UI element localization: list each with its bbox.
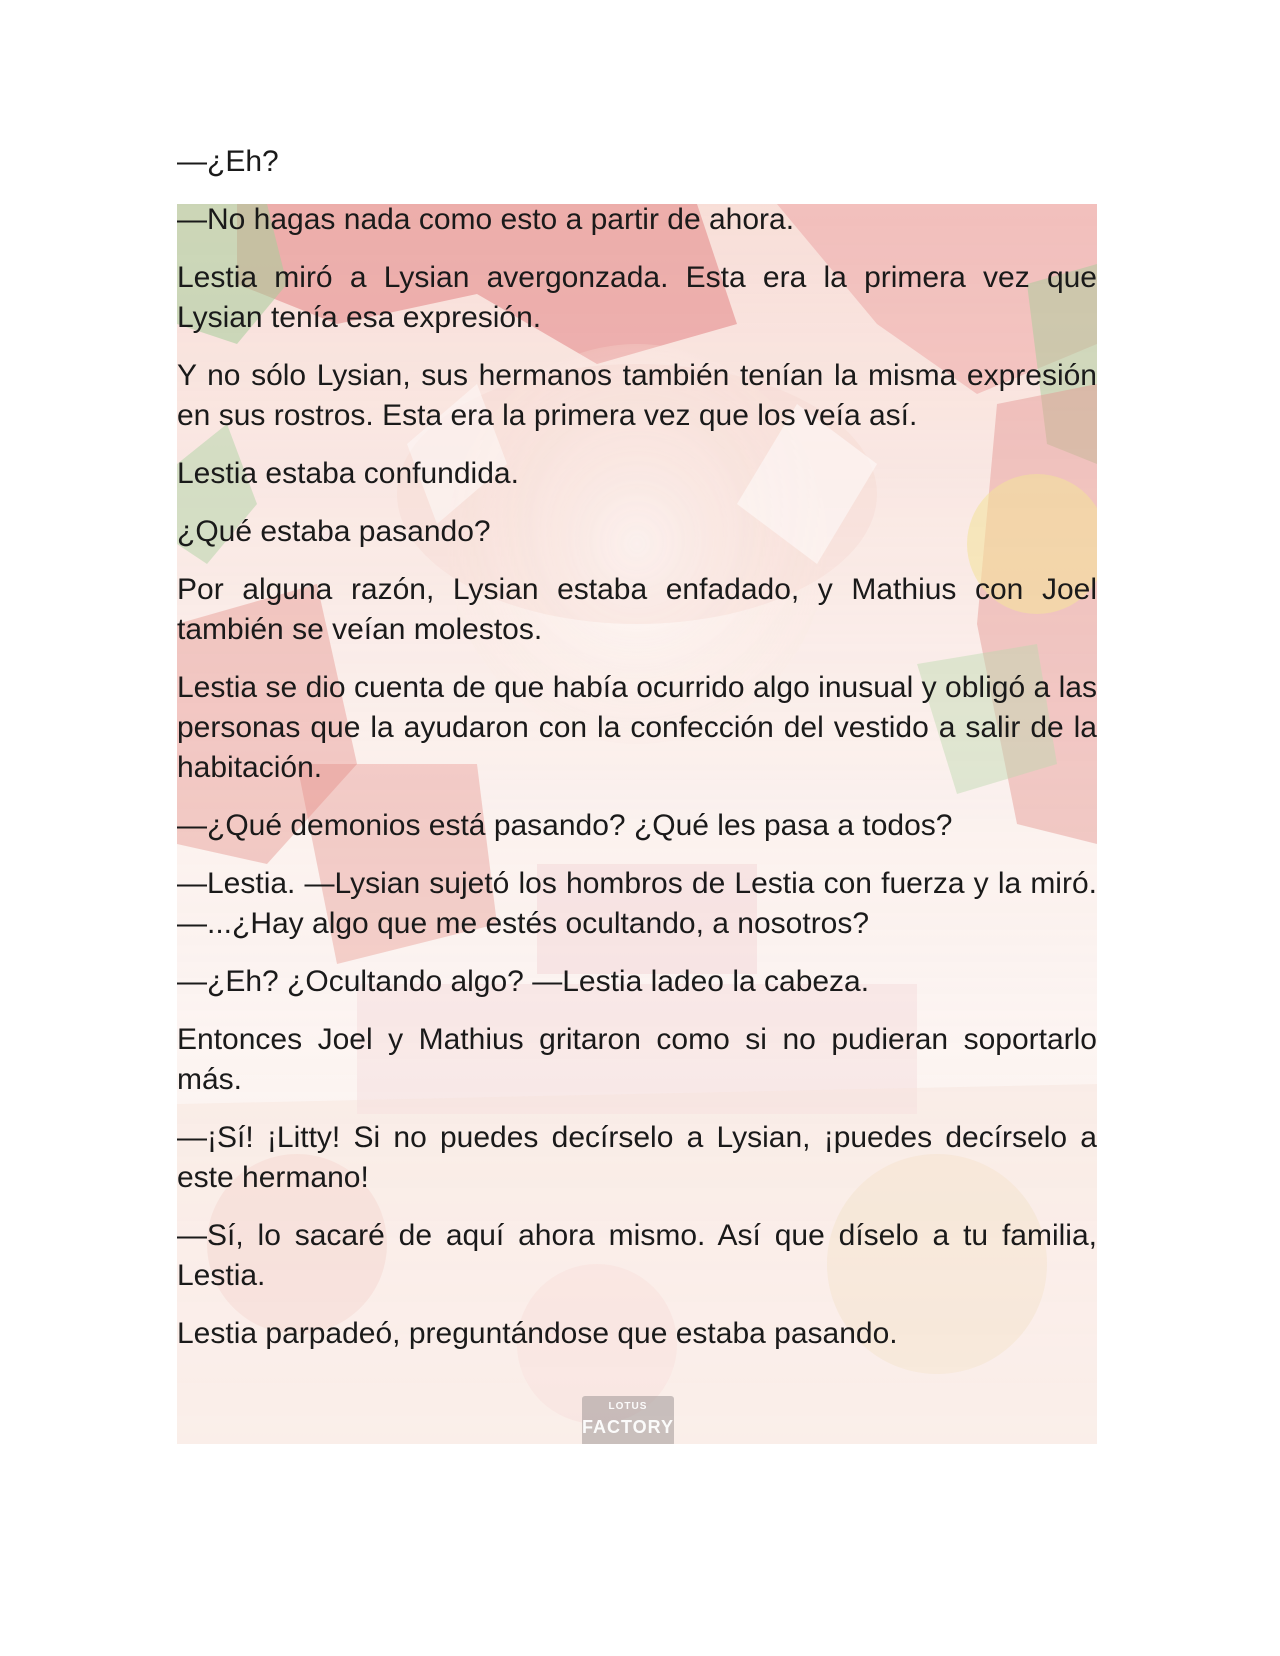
paragraph: —¡Sí! ¡Litty! Si no puedes decírselo a Lysian, ¡puedes decírselo a este hermano! <box>177 1121 1097 1194</box>
paragraph: Entonces Joel y Mathius gritaron como si no pudieran soportarlo más. <box>177 1023 1097 1096</box>
paragraph: ¿Qué estaba pasando? <box>177 515 491 548</box>
story-text <box>177 142 1097 1372</box>
paragraph: Lestia se dio cuenta de que había ocurrido algo inusual y obligó a las personas que la ayudaron con la confección del vestido a salir de la habitación. <box>177 671 1097 784</box>
paragraph: Por alguna razón, Lysian estaba enfadado, y Mathius con Joel también se veían molestos. <box>177 573 1097 646</box>
paragraph: —¿Qué demonios está pasando? ¿Qué les pasa a todos? <box>177 809 953 842</box>
paragraph: —Lestia. —Lysian sujetó los hombros de Lestia con fuerza y la miró. —...¿Hay algo que me estés ocultando, a nosotros? <box>177 867 1097 940</box>
paragraph: —Sí, lo sacaré de aquí ahora mismo. Así que díselo a tu familia, Lestia. <box>177 1219 1097 1292</box>
publisher-logo <box>582 1396 674 1444</box>
paragraph: Lestia parpadeó, preguntándose que estaba pasando. <box>177 1317 898 1350</box>
publisher-logo-line1: LOTUS <box>608 1401 648 1412</box>
paragraph: —No hagas nada como esto a partir de ahora. <box>177 203 795 236</box>
paragraph: —¿Eh? ¿Ocultando algo? —Lestia ladeo la cabeza. <box>177 965 870 998</box>
paragraph: Lestia miró a Lysian avergonzada. Esta era la primera vez que Lysian tenía esa expresión. <box>177 261 1097 334</box>
publisher-logo-line2: FACTORY <box>582 1417 675 1437</box>
paragraph: Y no sólo Lysian, sus hermanos también tenían la misma expresión en sus rostros. Esta era la primera vez que los veía así. <box>177 359 1097 432</box>
paragraph: Lestia estaba confundida. <box>177 457 519 490</box>
paragraph: —¿Eh? <box>177 145 279 178</box>
